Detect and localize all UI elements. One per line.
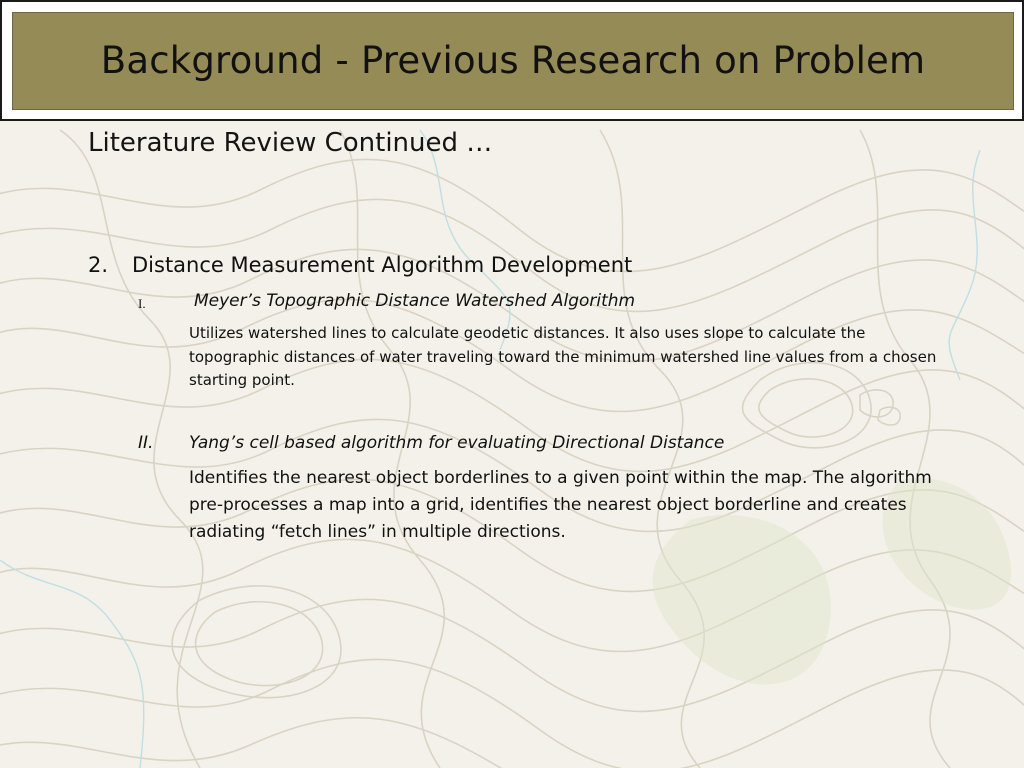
- title-bar: [12, 12, 1014, 110]
- item-title: Yang’s cell based algorithm for evaluating Directional Distance: [189, 433, 725, 453]
- item-description: Identifies the nearest object borderlines to a given point within the map. The algorithm pre-processes a map into a grid, identifies the nearest object borderline and creates radiating “fetch lines” in multiple directions.: [189, 468, 932, 542]
- title-frame: [0, 0, 1024, 121]
- item-number: II.: [138, 433, 154, 453]
- item-title: Meyer’s Topographic Distance Watershed Algorithm: [194, 291, 636, 311]
- section-number: 2.: [88, 253, 109, 277]
- item-description: Utilizes watershed lines to calculate geodetic distances. It also uses slope to calculate the topographic distances of water traveling toward the minimum watershed line values from a chosen starting point.: [189, 324, 937, 389]
- slide-subtitle: Literature Review Continued …: [88, 128, 493, 158]
- section-title: Distance Measurement Algorithm Development: [132, 253, 633, 277]
- item-number: I.: [138, 296, 146, 311]
- slide-title: Background - Previous Research on Problem: [100, 39, 926, 82]
